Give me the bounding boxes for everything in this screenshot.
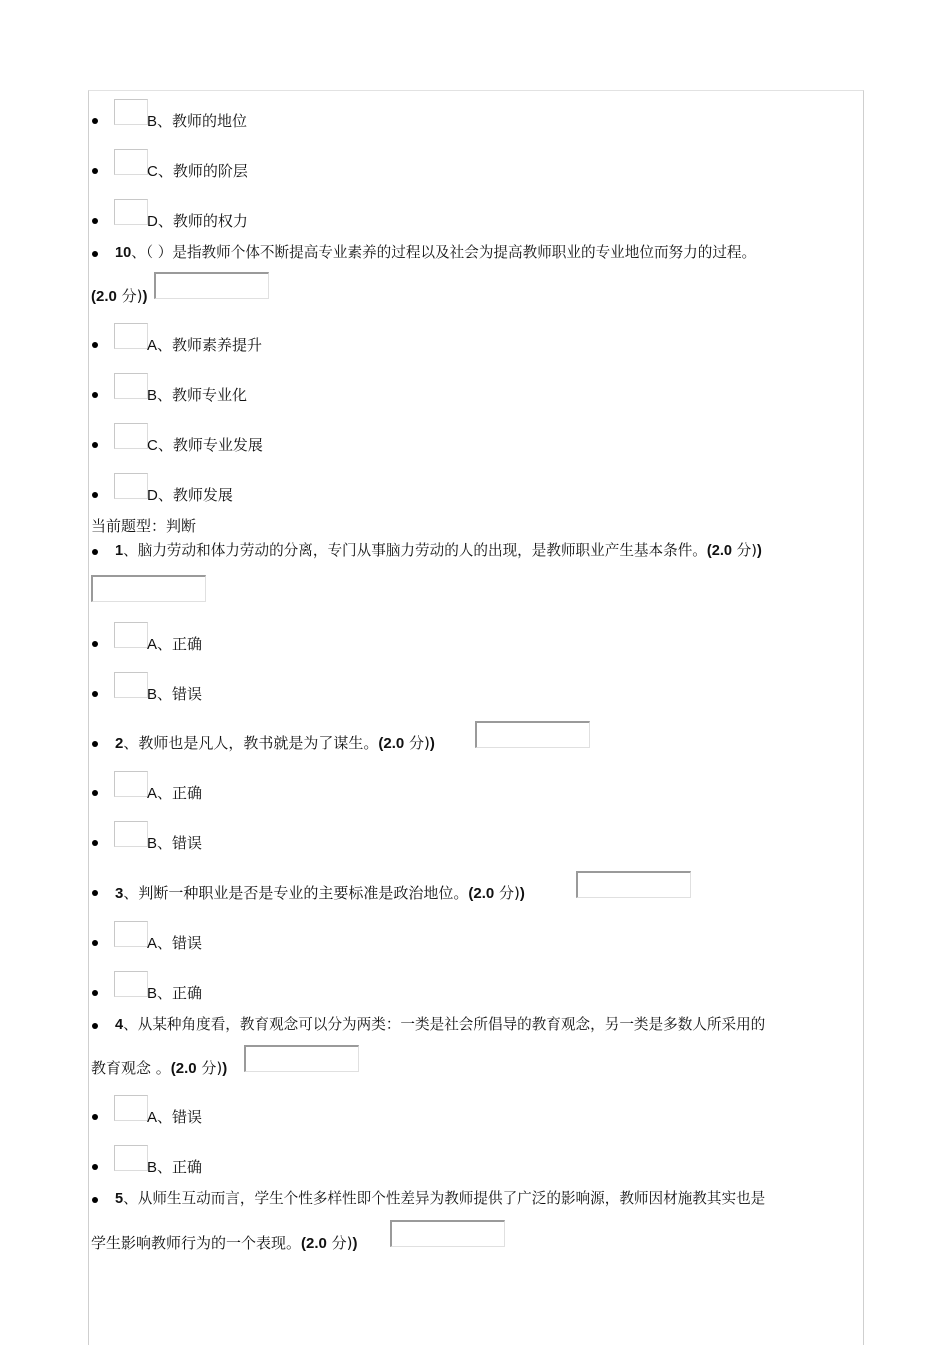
answer-input[interactable] <box>475 721 590 748</box>
bullet <box>92 1023 98 1029</box>
question-text: 1、脑力劳动和体力劳动的分离，专门从事脑力劳动的人的出现，是教师职业产生基本条件。(2.0 分)) <box>115 542 762 559</box>
answer-input[interactable] <box>390 1220 505 1247</box>
bullet <box>92 890 98 896</box>
option-checkbox[interactable] <box>114 373 148 399</box>
option-checkbox[interactable] <box>114 1095 148 1121</box>
option-label: B、正确 <box>147 1158 203 1176</box>
bullet <box>92 118 98 124</box>
option-label: A、教师素养提升 <box>147 336 263 354</box>
option-label: A、错误 <box>147 1108 203 1126</box>
bullet <box>92 1114 98 1120</box>
option-checkbox[interactable] <box>114 672 148 698</box>
bullet <box>92 251 98 257</box>
option-label: B、错误 <box>147 685 203 703</box>
question-score: (2.0 分)) <box>91 287 148 305</box>
bullet <box>92 940 98 946</box>
option-checkbox[interactable] <box>114 921 148 947</box>
question-text-cont: 教育观念 。(2.0 分)) <box>91 1059 228 1077</box>
option-checkbox[interactable] <box>114 622 148 648</box>
question-text: 2、教师也是凡人，教书就是为了谋生。(2.0 分)) <box>115 734 435 752</box>
bullet <box>92 492 98 498</box>
option-checkbox[interactable] <box>114 99 148 125</box>
option-checkbox[interactable] <box>114 473 148 499</box>
bullet <box>92 741 98 747</box>
option-label: A、错误 <box>147 934 203 952</box>
option-label: C、教师的阶层 <box>147 162 248 180</box>
option-label: D、教师发展 <box>147 486 233 504</box>
section-type-heading: 当前题型：判断 <box>91 517 197 535</box>
question-text-cont: 学生影响教师行为的一个表现。(2.0 分)) <box>91 1234 358 1252</box>
option-label: D、教师的权力 <box>147 212 248 230</box>
question-text: 10、（ ）是指教师个体不断提高专业素养的过程以及社会为提高教师职业的专业地位而努力的过程。 <box>115 244 757 261</box>
option-label: A、正确 <box>147 635 203 653</box>
option-label: B、教师的地位 <box>147 112 248 130</box>
question-text: 4、从某种角度看，教育观念可以分为两类：一类是社会所倡导的教育观念，另一类是多数人所采用的 <box>115 1016 766 1033</box>
bullet <box>92 840 98 846</box>
option-label: A、正确 <box>147 784 203 802</box>
option-label: B、正确 <box>147 984 203 1002</box>
bullet <box>92 691 98 697</box>
answer-input[interactable] <box>154 272 269 299</box>
bullet <box>92 392 98 398</box>
bullet <box>92 442 98 448</box>
bullet <box>92 1164 98 1170</box>
bullet <box>92 990 98 996</box>
option-checkbox[interactable] <box>114 771 148 797</box>
option-checkbox[interactable] <box>114 149 148 175</box>
bullet <box>92 790 98 796</box>
option-checkbox[interactable] <box>114 323 148 349</box>
option-checkbox[interactable] <box>114 821 148 847</box>
option-label: C、教师专业发展 <box>147 436 263 454</box>
option-checkbox[interactable] <box>114 971 148 997</box>
bullet <box>92 168 98 174</box>
bullet <box>92 218 98 224</box>
option-label: B、教师专业化 <box>147 386 248 404</box>
option-label: B、错误 <box>147 834 203 852</box>
option-checkbox[interactable] <box>114 1145 148 1171</box>
option-checkbox[interactable] <box>114 199 148 225</box>
answer-input[interactable] <box>91 575 206 602</box>
bullet <box>92 549 98 555</box>
bullet <box>92 342 98 348</box>
bullet <box>92 1197 98 1203</box>
answer-input[interactable] <box>576 871 691 898</box>
question-text: 5、从师生互动而言，学生个性多样性即个性差异为教师提供了广泛的影响源，教师因材施教其实也是 <box>115 1190 766 1207</box>
answer-input[interactable] <box>244 1045 359 1072</box>
bullet <box>92 641 98 647</box>
option-checkbox[interactable] <box>114 423 148 449</box>
question-text: 3、判断一种职业是否是专业的主要标准是政治地位。(2.0 分)) <box>115 884 525 902</box>
